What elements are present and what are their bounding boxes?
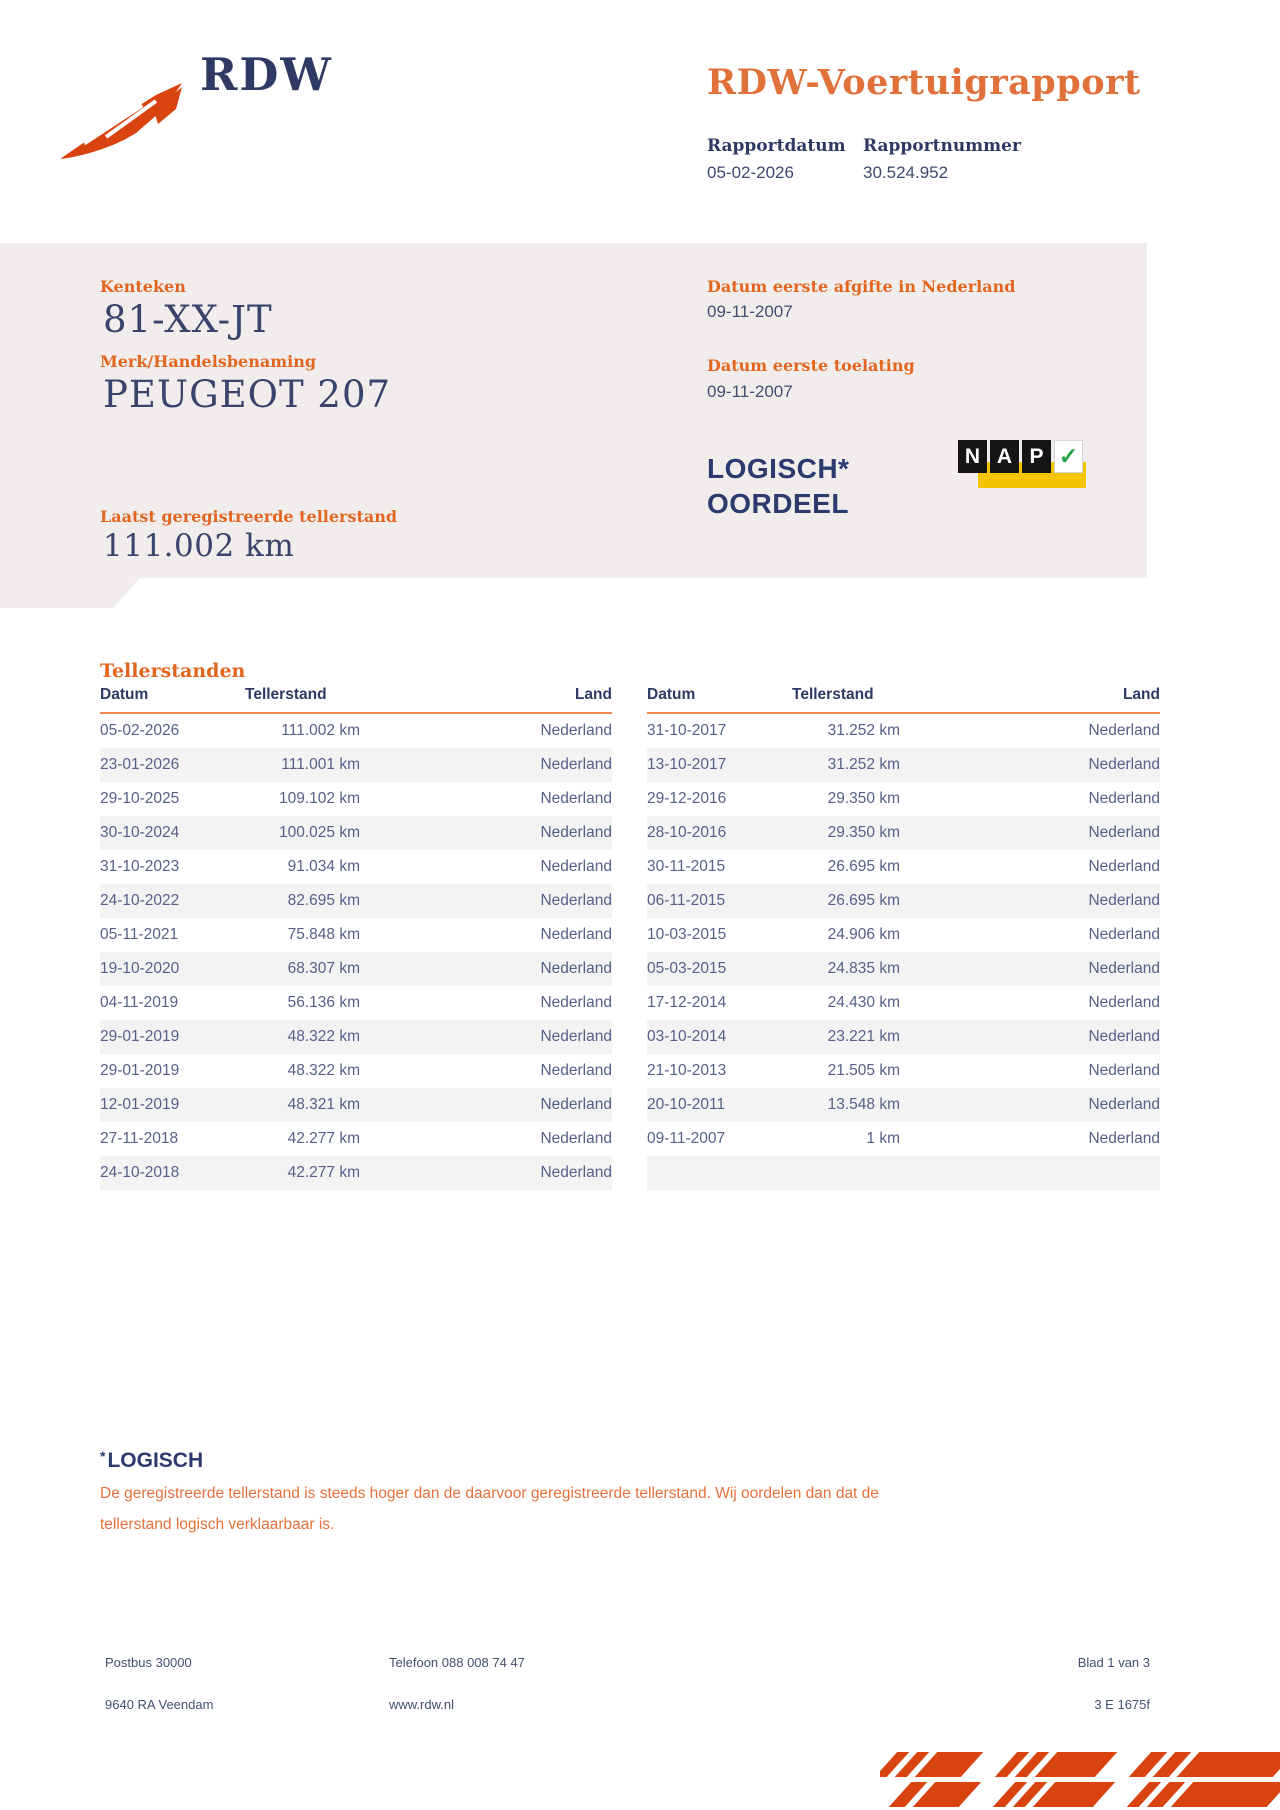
cell-land: Nederland [1088,1028,1160,1045]
cell-date: 05-11-2021 [100,926,179,943]
report-number-label: Rapportnummer [863,136,1021,156]
nap-letter-n: N [958,440,987,473]
footnote-title-text: LOGISCH [107,1449,204,1472]
table-header-row [647,686,1160,714]
footer-address-line1: Postbus 30000 [105,1655,192,1670]
cell-land: Nederland [1088,1062,1160,1079]
table-row [647,714,1160,748]
table-row [647,850,1160,884]
cell-land: Nederland [540,994,612,1011]
cell-km: 48.321 km [287,1096,360,1113]
table-row [100,816,612,850]
table-row [647,816,1160,850]
asterisk-marker: * [100,1448,106,1464]
table-row [100,782,612,816]
table-rows-left [100,714,612,1190]
table-row [647,782,1160,816]
cell-km: 23.221 km [827,1028,900,1045]
report-number-block [863,136,1021,183]
table-row [100,748,612,782]
cell-land: Nederland [1088,858,1160,875]
cell-km: 75.848 km [287,926,360,943]
report-number-value: 30.524.952 [863,163,949,182]
cell-km: 21.505 km [827,1062,900,1079]
nap-logo [958,440,1090,490]
table-row [100,986,612,1020]
table-row [647,986,1160,1020]
cell-km: 82.695 km [287,892,360,909]
cell-land: Nederland [540,824,612,841]
afgifte-label: Datum eerste afgifte in Nederland [707,277,1016,296]
footer-phone: Telefoon 088 008 74 47 [389,1655,525,1670]
cell-land: Nederland [1088,892,1160,909]
oordeel-text [707,451,849,521]
laatste-tellerstand-label: Laatst geregistreerde tellerstand [100,507,398,526]
cell-km: 31.252 km [827,756,900,773]
cell-date: 04-11-2019 [100,994,179,1011]
table-row [647,748,1160,782]
cell-km: 42.277 km [287,1164,360,1181]
table-row [100,714,612,748]
cell-km: 48.322 km [287,1028,360,1045]
cell-km: 91.034 km [287,858,360,875]
cell-date: 03-10-2014 [647,1028,727,1045]
footnote-title [100,1448,203,1473]
cell-land: Nederland [1088,1130,1160,1147]
table-row [100,850,612,884]
table-row [100,884,612,918]
cell-date: 13-10-2017 [647,756,727,773]
cell-date: 30-10-2024 [100,824,180,841]
cell-land: Nederland [1088,824,1160,841]
cell-date: 12-01-2019 [100,1096,180,1113]
cell-land: Nederland [1088,722,1160,739]
table-row [100,918,612,952]
tellerstanden-section-title: Tellerstanden [100,660,246,682]
cell-km: 29.350 km [827,790,900,807]
table-row [100,1020,612,1054]
afgifte-value: 09-11-2007 [707,302,793,321]
report-date-label: Rapportdatum [707,136,846,156]
cell-km: 111.002 km [281,722,360,739]
cell-date: 23-01-2026 [100,756,180,773]
cell-land: Nederland [1088,1096,1160,1113]
cell-land: Nederland [1088,926,1160,943]
footnote-line1: De geregistreerde tellerstand is steeds hoger dan de daarvoor geregistreerde tellerstand. Wij oordelen dan dat de [100,1485,879,1502]
cell-land: Nederland [540,790,612,807]
table-row [647,1054,1160,1088]
oordeel-line2: OORDEEL [707,488,849,519]
cell-date: 09-11-2007 [647,1130,726,1147]
footnote-line2: tellerstand logisch verklaarbaar is. [100,1516,335,1533]
table-row [647,1088,1160,1122]
tellerstanden-table-left [100,686,612,1190]
cell-land: Nederland [540,926,612,943]
footer-wing-graphic [880,1752,1280,1810]
table-row [647,1020,1160,1054]
table-row [100,1088,612,1122]
table-row [100,952,612,986]
cell-date: 10-03-2015 [647,926,727,943]
merk-label: Merk/Handelsbenaming [100,352,317,371]
cell-date: 29-01-2019 [100,1028,180,1045]
nap-letter-p: P [1022,440,1051,473]
footnote-text [100,1478,1100,1540]
cell-land: Nederland [540,960,612,977]
column-header-datum: Datum [647,686,696,703]
report-date-block [707,136,846,183]
table-row [100,1054,612,1088]
cell-date: 30-11-2015 [647,858,726,875]
rdw-logo-text: RDW [200,48,333,101]
cell-land: Nederland [1088,790,1160,807]
cell-date: 05-03-2015 [647,960,727,977]
table-row [647,884,1160,918]
cell-date: 29-10-2025 [100,790,180,807]
cell-date: 29-12-2016 [647,790,727,807]
cell-date: 31-10-2017 [647,722,727,739]
cell-date: 17-12-2014 [647,994,727,1011]
footer-website: www.rdw.nl [389,1697,455,1712]
cell-km: 31.252 km [827,722,900,739]
footer-page-number: Blad 1 van 3 [1077,1655,1150,1670]
cell-land: Nederland [540,756,612,773]
cell-km: 26.695 km [827,858,900,875]
cell-land: Nederland [1088,960,1160,977]
cell-date: 27-11-2018 [100,1130,179,1147]
cell-km: 100.025 km [279,824,360,841]
rdw-wing-logo-icon [58,77,184,166]
cell-land: Nederland [540,1164,612,1181]
cell-km: 111.001 km [281,756,360,773]
cell-date: 21-10-2013 [647,1062,727,1079]
cell-km: 68.307 km [287,960,360,977]
cell-km: 109.102 km [279,790,360,807]
cell-km: 24.835 km [827,960,900,977]
laatste-tellerstand-value: 111.002 km [103,528,295,564]
table-row [100,1122,612,1156]
cell-land: Nederland [540,1062,612,1079]
cell-land: Nederland [540,892,612,909]
footer-form-code: 3 E 1675f [1094,1697,1150,1712]
cell-km: 42.277 km [287,1130,360,1147]
column-header-tellerstand: Tellerstand [245,686,327,703]
cell-km: 1 km [866,1130,900,1147]
cell-land: Nederland [1088,756,1160,773]
table-row [647,1122,1160,1156]
cell-land: Nederland [540,1130,612,1147]
table-row [647,918,1160,952]
cell-date: 05-02-2026 [100,722,180,739]
kenteken-value: 81-XX-JT [103,298,273,341]
cell-km: 56.136 km [287,994,360,1011]
cell-date: 06-11-2015 [647,892,726,909]
table-row [100,1156,612,1190]
oordeel-line1: LOGISCH* [707,453,850,484]
column-header-datum: Datum [100,686,149,703]
merk-value: PEUGEOT 207 [103,373,392,416]
report-date-value: 05-02-2026 [707,163,794,182]
cell-date: 29-01-2019 [100,1062,180,1079]
nap-check-icon: ✓ [1054,440,1083,473]
kenteken-label: Kenteken [100,277,186,296]
table-row [647,952,1160,986]
footer-address-line2: 9640 RA Veendam [105,1697,214,1712]
cell-date: 19-10-2020 [100,960,180,977]
cell-date: 24-10-2022 [100,892,180,909]
cell-km: 24.906 km [827,926,900,943]
cell-km: 26.695 km [827,892,900,909]
cell-date: 28-10-2016 [647,824,727,841]
table-header-row [100,686,612,714]
toelating-value: 09-11-2007 [707,382,793,401]
cell-date: 31-10-2023 [100,858,180,875]
cell-land: Nederland [540,1028,612,1045]
cell-km: 13.548 km [827,1096,900,1113]
cell-land: Nederland [540,722,612,739]
nap-letter-a: A [990,440,1019,473]
column-header-land: Land [574,686,612,703]
empty-row-strip [647,1156,1160,1190]
cell-km: 29.350 km [827,824,900,841]
cell-land: Nederland [1088,994,1160,1011]
cell-km: 24.430 km [827,994,900,1011]
cell-date: 20-10-2011 [647,1096,726,1113]
table-rows-right [647,714,1160,1156]
cell-land: Nederland [540,858,612,875]
cell-land: Nederland [540,1096,612,1113]
document-title: RDW-Voertuigrapport [707,62,1141,103]
column-header-tellerstand: Tellerstand [792,686,874,703]
column-header-land: Land [1122,686,1160,703]
toelating-label: Datum eerste toelating [707,356,915,375]
cell-date: 24-10-2018 [100,1164,180,1181]
cell-km: 48.322 km [287,1062,360,1079]
tellerstanden-table-right [647,686,1160,1190]
